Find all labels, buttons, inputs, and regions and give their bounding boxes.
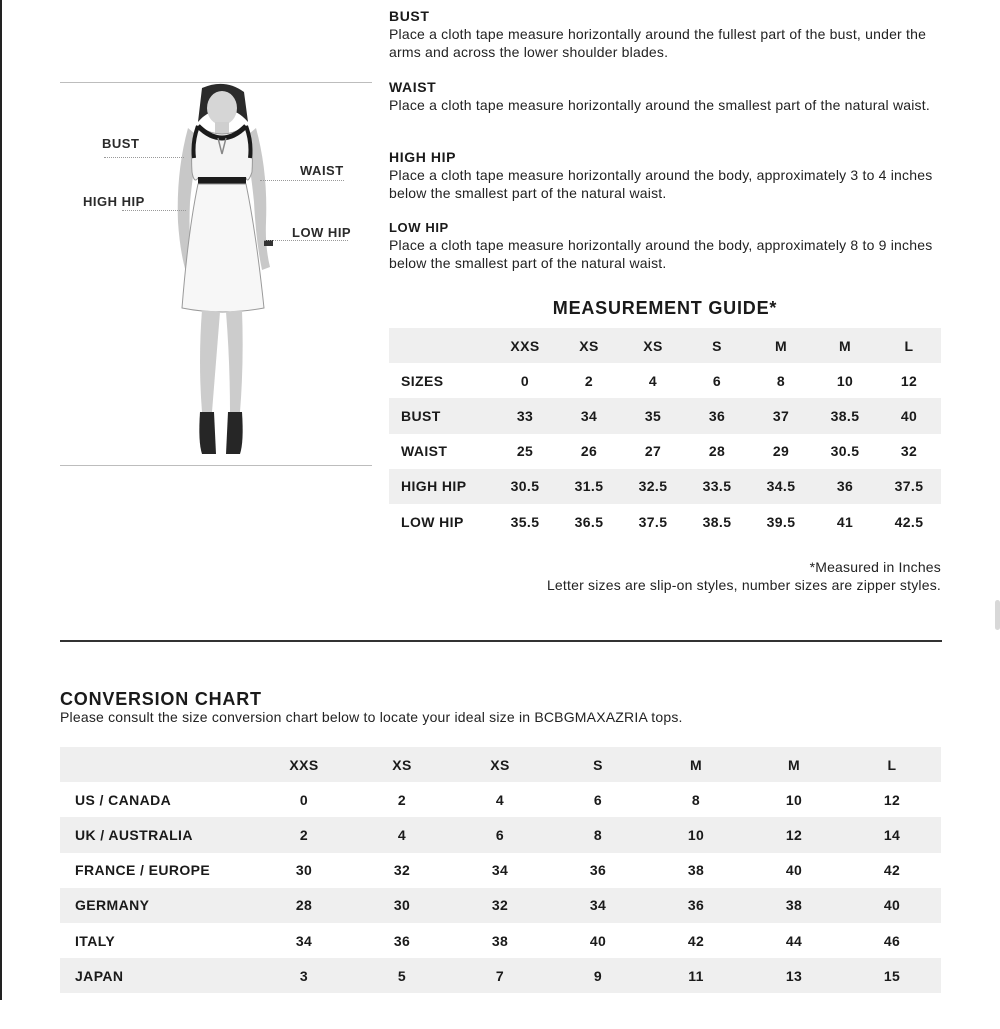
guide-cell: 36.5 [557,504,621,539]
guide-row-label: HIGH HIP [389,469,493,504]
conversion-cell: 15 [843,958,941,993]
conversion-chart-title: CONVERSION CHART [60,689,262,709]
conversion-column-header: XXS [255,747,353,782]
guide-header-row [389,328,941,363]
waist-text: Place a cloth tape measure horizontally around the smallest part of the natural waist. [389,97,930,113]
guide-cell: 12 [877,363,941,398]
conversion-cell: 12 [745,817,843,852]
conversion-cell-cut [353,993,451,1028]
conversion-cell: 3 [255,958,353,993]
guide-cell: 30.5 [813,434,877,469]
guide-cell: 40 [877,398,941,433]
high-hip-instructions [389,149,949,202]
conversion-cell: 5 [353,958,451,993]
guide-cell: 30.5 [493,469,557,504]
figure-label-high-hip: HIGH HIP [83,194,145,209]
guide-row-high-hip [389,469,941,504]
conversion-cell-cut [647,993,745,1028]
conversion-cell: 38 [451,923,549,958]
conversion-row-label: FRANCE / EUROPE [60,853,255,888]
conversion-cell: 7 [451,958,549,993]
conversion-column-header: M [647,747,745,782]
conversion-cell-cut [843,993,941,1028]
guide-row-label: WAIST [389,434,493,469]
conversion-cell: 44 [745,923,843,958]
high-hip-guide-line [122,210,186,211]
guide-cell: 33 [493,398,557,433]
waist-heading: WAIST [389,79,437,95]
page-left-edge [0,0,2,1000]
guide-cell: 35 [621,398,685,433]
guide-cell: 38.5 [813,398,877,433]
guide-corner-cell [389,328,493,363]
guide-column-header: XS [557,328,621,363]
guide-cell: 26 [557,434,621,469]
conversion-cell: 9 [549,958,647,993]
conversion-cell: 13 [745,958,843,993]
guide-column-header: M [749,328,813,363]
measurement-guide-table [389,328,941,539]
conversion-cell: 10 [745,782,843,817]
conversion-cell: 6 [451,817,549,852]
waist-guide-line [260,180,344,181]
conversion-cell: 40 [843,888,941,923]
conversion-cell: 34 [451,853,549,888]
low-hip-guide-line [264,240,348,241]
guide-row-label: LOW HIP [389,504,493,539]
guide-cell: 28 [685,434,749,469]
conversion-cell: 0 [255,782,353,817]
conversion-row-label: US / CANADA [60,782,255,817]
conversion-cell: 38 [647,853,745,888]
conversion-row-label: UK / AUSTRALIA [60,817,255,852]
guide-row-waist [389,434,941,469]
conversion-cell-cut [451,993,549,1028]
conversion-row-us-canada [60,782,941,817]
guide-column-header: S [685,328,749,363]
edge-artifact [995,600,1000,630]
conversion-cell-cut [745,993,843,1028]
figure-label-bust: BUST [102,136,140,151]
conversion-cell: 42 [647,923,745,958]
conversion-table [60,747,941,1029]
conversion-cell: 4 [451,782,549,817]
conversion-cell: 10 [647,817,745,852]
bust-heading: BUST [389,8,430,24]
conversion-cell: 28 [255,888,353,923]
guide-cell: 41 [813,504,877,539]
conversion-cell: 6 [549,782,647,817]
low-hip-text: Place a cloth tape measure horizontally around the body, approximately 8 to 9 inches below the smallest part of the natural waist. [389,237,933,271]
guide-cell: 2 [557,363,621,398]
conversion-cell: 42 [843,853,941,888]
guide-cell: 39.5 [749,504,813,539]
conversion-cell: 12 [843,782,941,817]
guide-cell: 37.5 [621,504,685,539]
high-hip-heading: HIGH HIP [389,149,457,165]
guide-cell: 36 [813,469,877,504]
conversion-column-header: M [745,747,843,782]
conversion-cell: 34 [255,923,353,958]
conversion-chart-subtitle: Please consult the size conversion chart below to locate your ideal size in BCBGMAXAZRIA tops. [60,709,683,725]
guide-column-header: L [877,328,941,363]
low-hip-heading: LOW HIP [389,220,449,235]
conversion-cell-cut [255,993,353,1028]
conversion-cell: 30 [353,888,451,923]
conversion-column-header: XS [451,747,549,782]
conversion-cell: 40 [745,853,843,888]
conversion-cell: 14 [843,817,941,852]
conversion-row-italy [60,923,941,958]
bust-text: Place a cloth tape measure horizontally around the fullest part of the bust, under the arms and across the lower shoulder blades. [389,26,927,60]
guide-cell: 36 [685,398,749,433]
guide-cell: 37.5 [877,469,941,504]
conversion-cell: 30 [255,853,353,888]
conversion-cell: 2 [353,782,451,817]
guide-cell: 25 [493,434,557,469]
guide-cell: 37 [749,398,813,433]
guide-row-label: SIZES [389,363,493,398]
section-divider [60,640,942,642]
conversion-row-label: JAPAN [60,958,255,993]
guide-column-header: XXS [493,328,557,363]
guide-row-bust [389,398,941,433]
conversion-cell: 32 [451,888,549,923]
conversion-cell: 36 [549,853,647,888]
guide-cell: 27 [621,434,685,469]
guide-column-header: XS [621,328,685,363]
guide-cell: 6 [685,363,749,398]
conversion-cell: 40 [549,923,647,958]
conversion-cell: 8 [549,817,647,852]
conversion-row-germany [60,888,941,923]
conversion-cell: 2 [255,817,353,852]
conversion-cell: 11 [647,958,745,993]
conversion-row-label: GERMANY [60,888,255,923]
guide-cell: 10 [813,363,877,398]
conversion-cell: 38 [745,888,843,923]
conversion-cell: 36 [353,923,451,958]
conversion-row-japan [60,958,941,993]
figure-label-low-hip: LOW HIP [292,225,352,240]
measured-in-inches-note: *Measured in Inches [809,559,941,575]
guide-cell: 34 [557,398,621,433]
high-hip-text: Place a cloth tape measure horizontally around the body, approximately 3 to 4 inches below the smallest part of the natural waist. [389,167,933,201]
dress-figure [60,82,372,468]
conversion-cell: 46 [843,923,941,958]
conversion-cell-cut [549,993,647,1028]
guide-cell: 35.5 [493,504,557,539]
guide-cell: 38.5 [685,504,749,539]
conversion-cell: 8 [647,782,745,817]
conversion-row-partial [60,993,941,1028]
conversion-corner-cell [60,747,255,782]
low-hip-instructions [389,220,949,272]
guide-cell: 42.5 [877,504,941,539]
conversion-row-label: ITALY [60,923,255,958]
figure-label-waist: WAIST [300,163,344,178]
conversion-row-uk-australia [60,817,941,852]
conversion-cell: 4 [353,817,451,852]
guide-cell: 29 [749,434,813,469]
guide-cell: 32.5 [621,469,685,504]
guide-cell: 4 [621,363,685,398]
conversion-cell: 36 [647,888,745,923]
conversion-column-header: L [843,747,941,782]
conversion-column-header: S [549,747,647,782]
guide-row-label: BUST [389,398,493,433]
guide-row-sizes [389,363,941,398]
size-style-note: Letter sizes are slip-on styles, number sizes are zipper styles. [546,577,941,593]
waist-instructions [389,79,949,114]
conversion-cell: 32 [353,853,451,888]
guide-row-low-hip [389,504,941,539]
conversion-cell: 34 [549,888,647,923]
conversion-column-header: XS [353,747,451,782]
measurement-guide-title: MEASUREMENT GUIDE* [552,298,778,318]
guide-cell: 33.5 [685,469,749,504]
guide-column-header: M [813,328,877,363]
bust-guide-line [104,157,184,158]
conversion-header-row [60,747,941,782]
guide-cell: 8 [749,363,813,398]
bust-instructions [389,8,949,61]
conversion-row-label-cut [60,993,255,1028]
conversion-row-france-europe [60,853,941,888]
guide-cell: 31.5 [557,469,621,504]
guide-cell: 0 [493,363,557,398]
guide-cell: 32 [877,434,941,469]
guide-cell: 34.5 [749,469,813,504]
